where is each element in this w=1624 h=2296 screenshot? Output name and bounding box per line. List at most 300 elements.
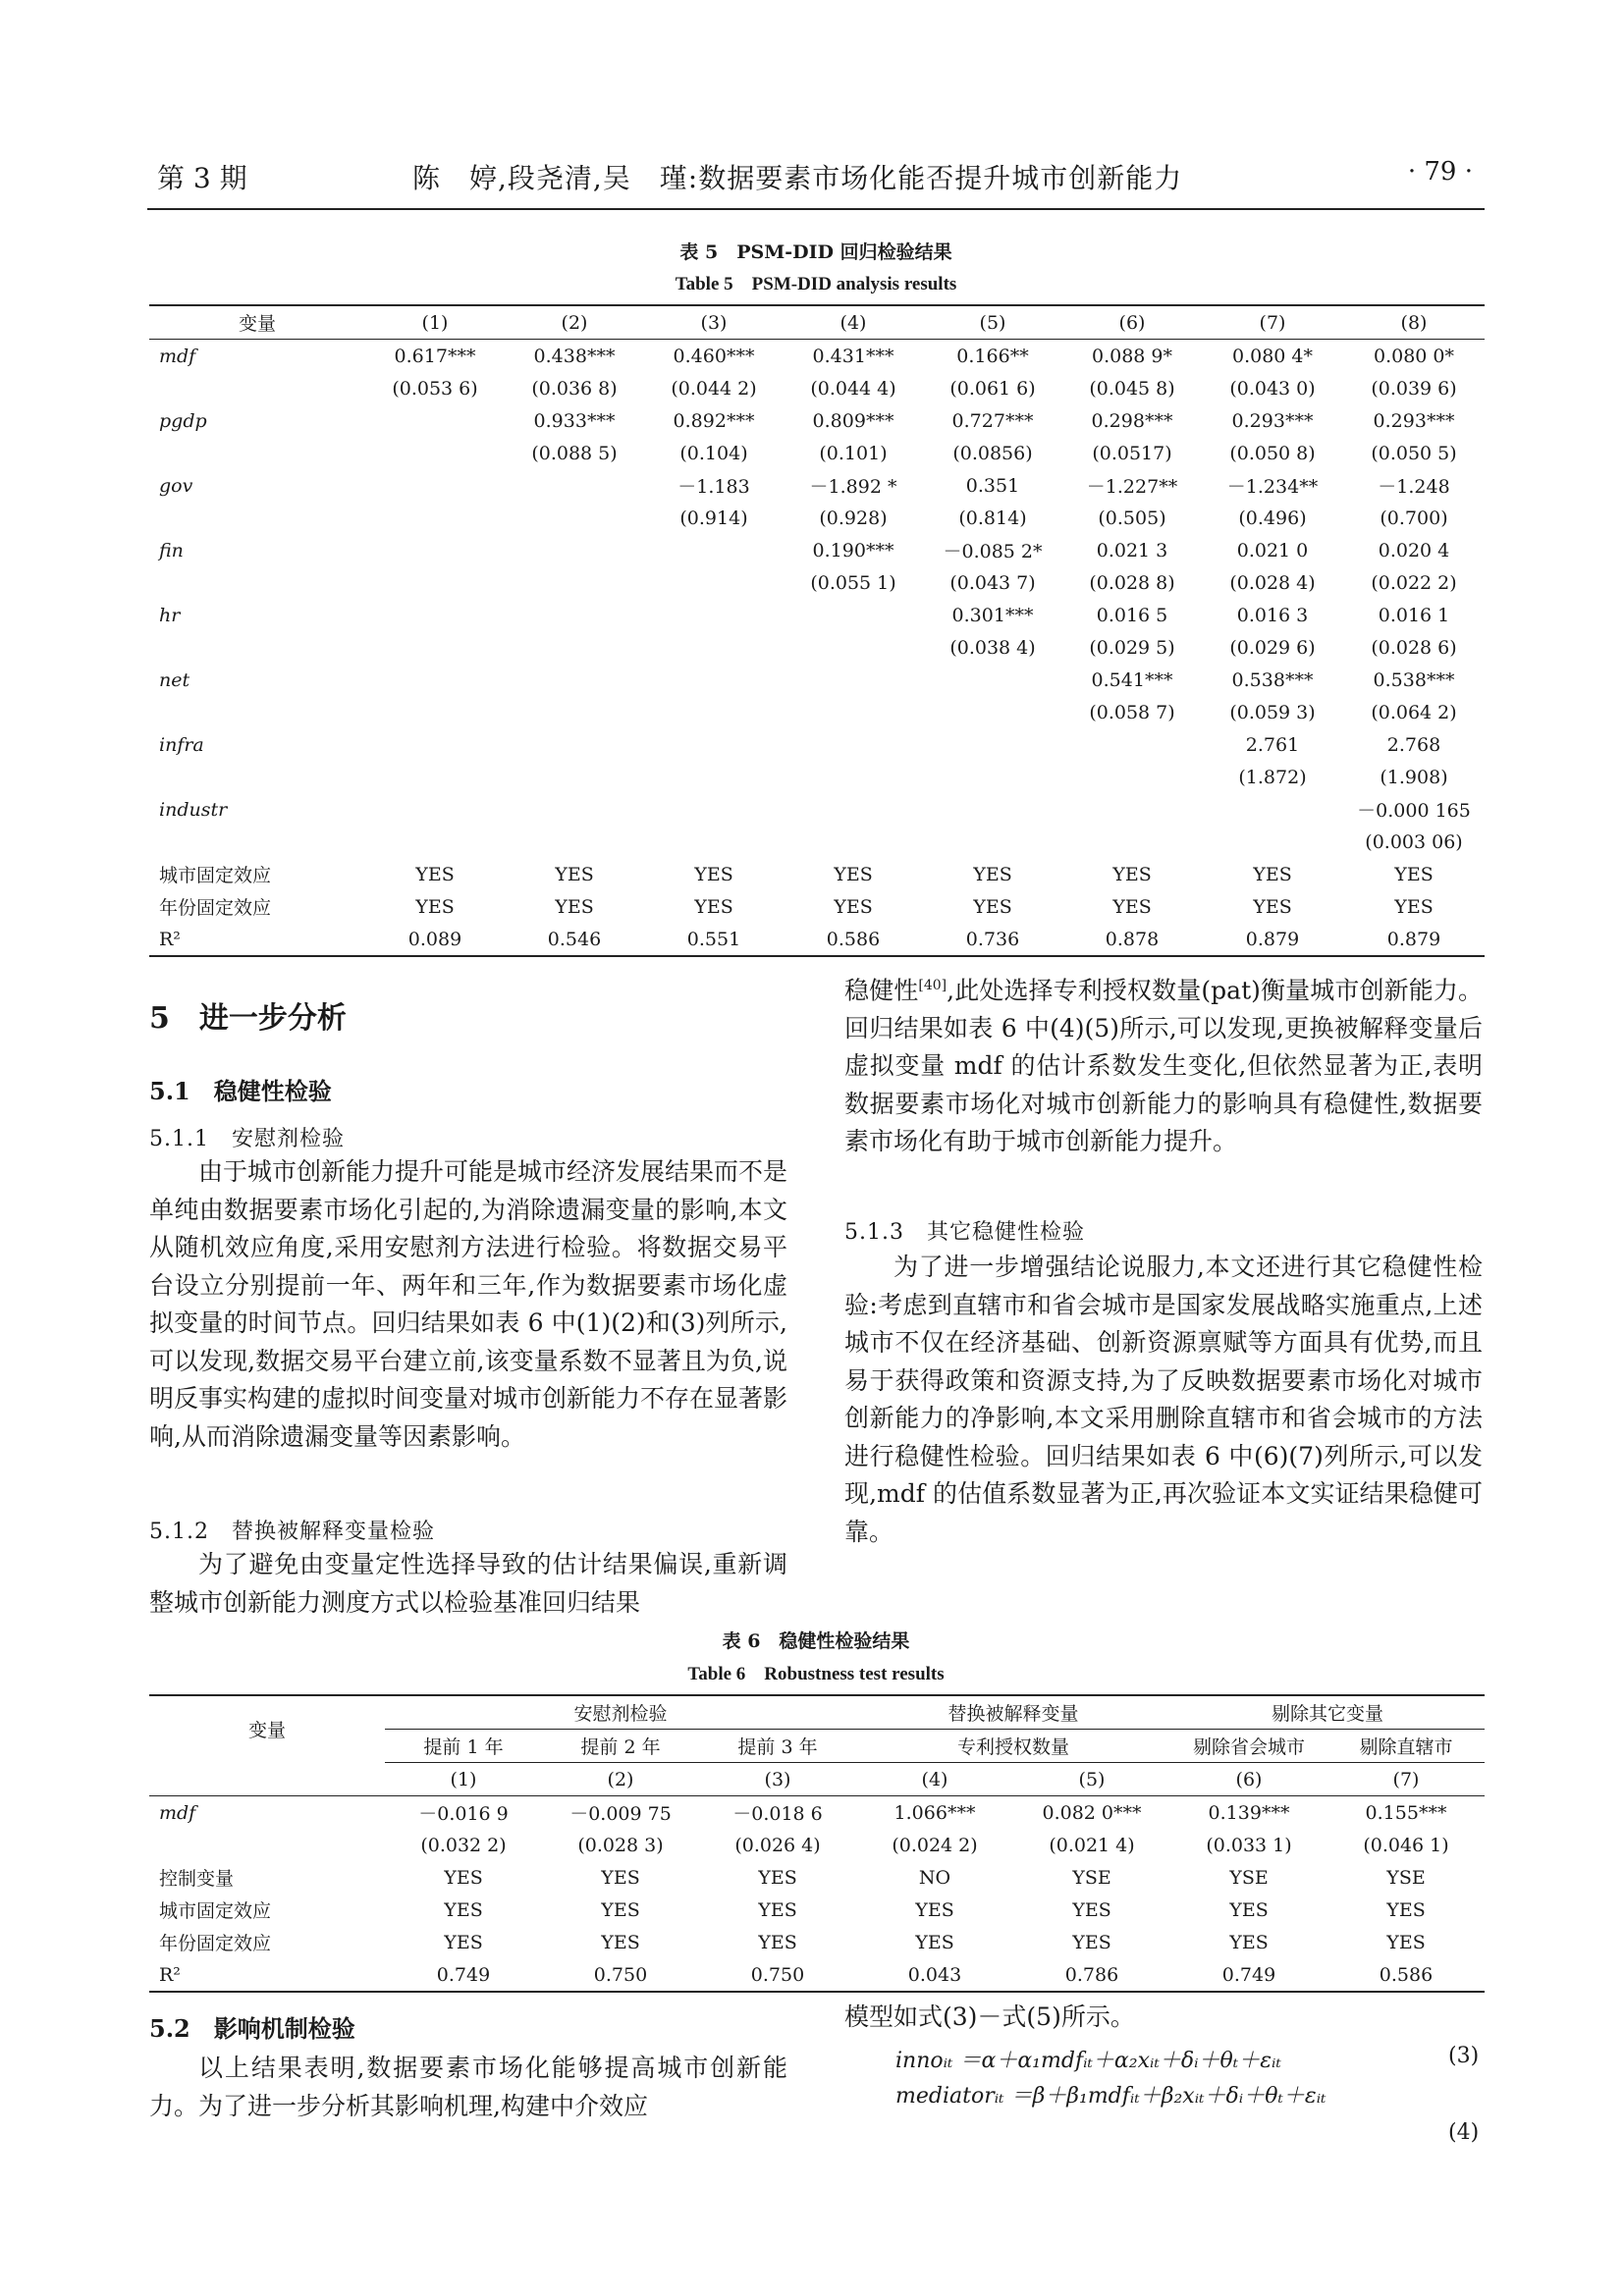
mechanism-continued: 模型如式(3)－式(5)所示。 (844, 2002, 1135, 2031)
table5-cell: 0.538*** (1373, 668, 1455, 691)
table5-cell (365, 761, 505, 793)
table6-cell: (0.046 1) (1363, 1834, 1449, 1856)
table5-cell: (0.101) (819, 442, 888, 464)
table5-row-label (149, 437, 365, 469)
table6-cell: YES (601, 1898, 640, 1921)
table5-cell: －0.000 165 (1357, 800, 1471, 822)
table5-cell: 0.351 (965, 474, 1020, 497)
table6-cell: －0.009 75 (569, 1803, 672, 1825)
table6-cell: 0.043 (856, 1958, 1013, 1992)
table6-cell: 0.786 (1013, 1958, 1170, 1992)
continued-text-b: ,此处选择专利授权数量(pat)衡量城市创新能力。回归结果如表 6 中(4)(5)所示,可以发现,更换被解释变量后虚拟变量 mdf 的估计系数发生变化,但依然显著为正,表明数据要素市场化对城市创新能力的影响具有稳健性,数据要素市场化有助于城市创新能力提升。 (844, 976, 1483, 1156)
continued-text-a: 稳健性 (844, 976, 919, 1005)
table5-cell: 0.809*** (812, 409, 894, 432)
table5-cell: YES (694, 895, 733, 918)
table5-row (149, 404, 1485, 437)
table5-cell (365, 631, 505, 664)
table5-cell (505, 826, 644, 858)
table5-cell: 0.016 3 (1236, 604, 1309, 626)
table6-cell: 0.155*** (1365, 1801, 1447, 1824)
table5-cell (644, 631, 784, 664)
table5-cell: 0.546 (505, 923, 644, 956)
table5-header-col: (5) (923, 305, 1062, 340)
table5-row (149, 858, 1485, 890)
table5-cell: (0.028 4) (1229, 571, 1316, 594)
table5-cell: (0.0856) (952, 442, 1033, 464)
table5-cell (505, 728, 644, 761)
table5-cell (644, 696, 784, 728)
table5-row-label (149, 826, 365, 858)
table6-cell: YES (1386, 1898, 1426, 1921)
table5-row (149, 826, 1485, 858)
table5-cell: (0.0517) (1092, 442, 1172, 464)
table6-cell: 0.586 (1327, 1958, 1485, 1992)
table5-cell: YES (834, 863, 873, 885)
table6-header-col: (2) (542, 1763, 699, 1796)
table5-cell: (0.036 8) (531, 377, 618, 400)
table5-cell (505, 534, 644, 566)
table5-cell: (1.908) (1380, 766, 1448, 788)
table5-cell: (0.029 5) (1089, 636, 1175, 659)
table5-cell: (0.505) (1098, 507, 1166, 529)
table5-row-label: infra (159, 733, 204, 756)
table6-caption-en: Table 6 Robustness test results (687, 1664, 945, 1684)
table5-cell: (0.050 5) (1371, 442, 1457, 464)
table6-cell: (0.024 2) (892, 1834, 978, 1856)
table5-cell (365, 534, 505, 566)
table5-cell: 0.020 4 (1378, 539, 1450, 561)
table6-cell: YES (444, 1866, 483, 1889)
table6-header-blank (149, 1763, 385, 1796)
table5-header-col: (7) (1202, 305, 1343, 340)
table5-cell: 2.761 (1245, 733, 1300, 756)
replace-var-continued (844, 967, 1483, 1161)
table5-cell: －1.248 (1378, 476, 1450, 498)
table5-cell: 0.879 (1202, 923, 1343, 956)
table5-cell (505, 502, 644, 534)
table5-header-col: (3) (644, 305, 784, 340)
table5-cell (1062, 761, 1202, 793)
table5-header-col: (1) (365, 305, 505, 340)
table5-cell: 0.878 (1062, 923, 1202, 956)
table5-cell: (0.044 2) (671, 377, 757, 400)
table5-cell: YES (555, 895, 594, 918)
table5-row-label: net (159, 668, 190, 691)
table5-row (149, 923, 1485, 956)
table6-row (149, 1829, 1485, 1861)
table6-cell: YSE (1229, 1866, 1269, 1889)
table6-row (149, 1796, 1485, 1830)
table5-row (149, 469, 1485, 502)
table5-cell: 0.089 (365, 923, 505, 956)
table6-group-header: 替换被解释变量 (856, 1695, 1170, 1730)
table6-header-col: (3) (699, 1763, 856, 1796)
table5-cell: 0.293*** (1373, 409, 1455, 432)
table5-cell: (0.028 8) (1089, 571, 1175, 594)
table6-subgroup-header: 专利授权数量 (856, 1730, 1170, 1763)
table5-cell (784, 793, 923, 826)
table5-cell: YES (1112, 895, 1152, 918)
table5-cell (505, 664, 644, 696)
table5-cell (784, 599, 923, 631)
table5-row (149, 631, 1485, 664)
table5-cell: 0.617*** (394, 345, 476, 367)
table5-cell: 0.301*** (951, 604, 1034, 626)
table6-row (149, 1958, 1485, 1992)
table5-cell: (0.028 6) (1371, 636, 1457, 659)
table5-cell (505, 696, 644, 728)
equation-4: mediatorᵢₜ ＝β＋β₁mdfᵢₜ＋β₂xᵢₜ＋δᵢ＋θₜ＋εᵢₜ (895, 2084, 1326, 2109)
table6 (149, 1694, 1485, 1993)
table5-cell: 0.879 (1343, 923, 1485, 956)
table5-cell: －1.183 (677, 476, 750, 498)
running-title: 陈 婷,段尧清,吴 瑾:数据要素市场化能否提升城市创新能力 (412, 162, 1183, 194)
table6-group-header: 剔除其它变量 (1170, 1695, 1485, 1730)
table5-row-label: hr (159, 604, 181, 626)
table6-cell: YES (915, 1931, 954, 1953)
table5-cell (644, 728, 784, 761)
table5-row-label (149, 372, 365, 404)
table5-cell: YES (1394, 895, 1434, 918)
running-header (157, 157, 1483, 196)
table6-row-label: 年份固定效应 (159, 1933, 272, 1954)
table5-cell: (0.043 0) (1229, 377, 1316, 400)
table6-cell: YSE (1386, 1866, 1426, 1889)
table5-row-label: mdf (159, 345, 196, 367)
table5-cell: (0.022 2) (1371, 571, 1457, 594)
table5-cell: (0.104) (679, 442, 748, 464)
table5-row-label (149, 566, 365, 599)
table5-cell: (0.914) (679, 507, 748, 529)
table5-cell: (0.700) (1380, 507, 1448, 529)
table5-cell: 2.768 (1386, 733, 1441, 756)
table6-cell: 0.139*** (1208, 1801, 1290, 1824)
table5 (149, 304, 1485, 957)
table5-cell: 0.892*** (673, 409, 755, 432)
table5-cell (505, 761, 644, 793)
table6-cell: YES (444, 1931, 483, 1953)
table6-cell: YES (1229, 1931, 1269, 1953)
table5-cell (923, 793, 1062, 826)
table5-cell: 0.460*** (673, 345, 755, 367)
table5-cell: (0.814) (958, 507, 1027, 529)
table5-cell (784, 826, 923, 858)
table5-cell: －1.892 * (809, 476, 897, 498)
table6-row-label: 城市固定效应 (159, 1900, 272, 1922)
table5-caption-zh: 表 5 PSM-DID 回归检验结果 (679, 241, 952, 263)
table5-cell (1202, 793, 1343, 826)
table5-row (149, 502, 1485, 534)
other-robustness-paragraph: 为了进一步增强结论说服力,本文还进行其它稳健性检验:考虑到直辖市和省会城市是国家发展战略实施重点,上述城市不仅在经济基础、创新资源禀赋等方面具有优势,而且易于获得政策和资源支持,为了反映数据要素市场化对城市创新能力的净影响,本文采用删除直辖市和省会城市的方法进行稳健性检验。回归结果如表 6 中(6)(7)列所示,可以发现,mdf 的估值系数显著为正,再次验证本文实证结果稳健可靠。 (844, 1253, 1483, 1546)
table6-header-col: (7) (1327, 1763, 1485, 1796)
table6-cell: 0.749 (385, 1958, 542, 1992)
table5-cell: 0.016 5 (1096, 604, 1168, 626)
table5-cell (365, 404, 505, 437)
table5-cell: (1.872) (1238, 766, 1307, 788)
table6-cell: (0.032 2) (420, 1834, 507, 1856)
table5-cell: YES (415, 895, 455, 918)
table6-row-label: mdf (159, 1801, 196, 1824)
replace-var-paragraph: 为了避免由变量定性选择导致的估计结果偏误,重新调整城市创新能力测度方式以检验基准回归结果 (149, 1550, 787, 1617)
section-5-2-title: 5.2 影响机制检验 (149, 2014, 355, 2043)
section-5-1-2-title: 5.1.2 替换被解释变量检验 (149, 1520, 435, 1544)
table6-cell: YES (444, 1898, 483, 1921)
table5-cell (365, 664, 505, 696)
table5-cell (365, 437, 505, 469)
table5-cell (644, 599, 784, 631)
table5-cell: 0.293*** (1231, 409, 1314, 432)
table5-cell (644, 793, 784, 826)
table5-cell (365, 728, 505, 761)
table6-header-col: (1) (385, 1763, 542, 1796)
table5-cell (365, 502, 505, 534)
table5-row-label: 城市固定效应 (159, 865, 272, 886)
table5-cell: 0.298*** (1091, 409, 1173, 432)
header-rule (147, 208, 1485, 210)
table6-header-variable: 变量 (149, 1695, 385, 1763)
table5-cell: YES (694, 863, 733, 885)
table5-cell (365, 826, 505, 858)
table5-cell: (0.088 5) (531, 442, 618, 464)
table6-cell: 1.066*** (893, 1801, 976, 1824)
table5-cell: (0.003 06) (1365, 830, 1463, 853)
table5-cell: YES (1253, 895, 1292, 918)
table5-cell: 0.727*** (951, 409, 1034, 432)
table5-row (149, 437, 1485, 469)
table5-header-variable: 变量 (149, 305, 365, 340)
table5-cell (644, 534, 784, 566)
table5-cell (923, 664, 1062, 696)
table6-cell: 0.750 (699, 1958, 856, 1992)
table5-cell (505, 566, 644, 599)
table5-row-label (149, 761, 365, 793)
table5-header-col: (2) (505, 305, 644, 340)
section-5-title: 5 进一步分析 (149, 1001, 347, 1036)
table5-cell: 0.021 0 (1236, 539, 1309, 561)
table5-cell: (0.064 2) (1371, 701, 1457, 723)
table6-cell: (0.026 4) (734, 1834, 821, 1856)
table5-cell (1062, 793, 1202, 826)
table6-cell: YES (915, 1898, 954, 1921)
table5-cell: 0.736 (923, 923, 1062, 956)
table5-cell: (0.496) (1238, 507, 1307, 529)
table5-cell (1062, 826, 1202, 858)
table5-row-label (149, 631, 365, 664)
table5-cell: 0.088 9* (1091, 345, 1173, 367)
table5-cell: YES (1394, 863, 1434, 885)
table5-cell: YES (415, 863, 455, 885)
table5-cell (784, 696, 923, 728)
table5-cell: YES (1253, 863, 1292, 885)
equation-3: innoᵢₜ ＝α＋α₁mdfᵢₜ＋α₂xᵢₜ＋δᵢ＋θₜ＋εᵢₜ (895, 2049, 1281, 2073)
table5-cell: 0.016 1 (1378, 604, 1450, 626)
table5-cell: (0.928) (819, 507, 888, 529)
table5-cell (1062, 728, 1202, 761)
table6-cell: (0.021 4) (1049, 1834, 1135, 1856)
table6-cell: YES (1229, 1898, 1269, 1921)
table5-cell (923, 826, 1062, 858)
table5-cell: －1.227** (1086, 476, 1178, 498)
table6-row-label: 控制变量 (159, 1868, 235, 1890)
table5-cell (505, 469, 644, 502)
issue-number: 第 3 期 (157, 162, 247, 194)
table5-cell (923, 728, 1062, 761)
table6-cell: NO (918, 1866, 951, 1889)
table5-cell (505, 793, 644, 826)
table5-cell: (0.038 4) (949, 636, 1036, 659)
table5-cell: 0.438*** (533, 345, 616, 367)
table6-row (149, 1861, 1485, 1894)
table5-cell: 0.586 (784, 923, 923, 956)
table6-cell: －0.016 9 (418, 1803, 509, 1825)
table6-subgroup-header: 剔除直辖市 (1327, 1730, 1485, 1763)
section-5-1-title: 5.1 稳健性检验 (149, 1077, 332, 1105)
table5-cell (365, 793, 505, 826)
table5-cell: 0.166** (956, 345, 1029, 367)
table6-row-label: R² (149, 1958, 385, 1992)
table5-cell: 0.551 (644, 923, 784, 956)
table5-cell: (0.044 4) (810, 377, 896, 400)
page-number: · 79 · (1407, 157, 1473, 187)
table6-cell: (0.033 1) (1206, 1834, 1292, 1856)
table5-cell (365, 566, 505, 599)
table5-cell (644, 826, 784, 858)
table6-cell: (0.028 3) (577, 1834, 664, 1856)
table5-cell (923, 761, 1062, 793)
table5-cell (784, 664, 923, 696)
table5-row (149, 761, 1485, 793)
table5-cell: (0.058 7) (1089, 701, 1175, 723)
table5-cell: 0.431*** (812, 345, 894, 367)
table5-cell (644, 664, 784, 696)
table6-row-label (149, 1829, 385, 1861)
table5-row-label (149, 502, 365, 534)
table5-cell (505, 599, 644, 631)
table5-row (149, 793, 1485, 826)
table5-cell: 0.541*** (1091, 668, 1173, 691)
table5-cell (365, 469, 505, 502)
equation-3-number: (3) (1448, 2044, 1480, 2068)
table5-cell: YES (973, 895, 1012, 918)
table5-cell: (0.053 6) (392, 377, 478, 400)
table5-row-label: 年份固定效应 (159, 897, 272, 919)
table6-caption-zh: 表 6 稳健性检验结果 (722, 1630, 910, 1652)
table5-cell (644, 566, 784, 599)
table5-row (149, 566, 1485, 599)
table5-row (149, 340, 1485, 373)
table5-cell (784, 761, 923, 793)
table6-row (149, 1894, 1485, 1926)
table6-header-col: (4) (856, 1763, 1013, 1796)
table5-caption-en: Table 5 PSM-DID analysis results (675, 274, 957, 294)
table5-cell: 0.538*** (1231, 668, 1314, 691)
table5-cell (644, 761, 784, 793)
section-5-1-1-title: 5.1.1 安慰剂检验 (149, 1127, 345, 1151)
table5-row (149, 534, 1485, 566)
table5-cell: －0.085 2* (943, 541, 1043, 562)
table6-cell: 0.750 (542, 1958, 699, 1992)
table5-header-col: (6) (1062, 305, 1202, 340)
table6-subgroup-header: 提前 1 年 (385, 1730, 542, 1763)
table5-row (149, 696, 1485, 728)
table5-row (149, 890, 1485, 923)
table5-row (149, 599, 1485, 631)
table6-subgroup-header: 剔除省会城市 (1170, 1730, 1327, 1763)
table5-cell: 0.080 0* (1373, 345, 1455, 367)
table6-header-col: (5) (1013, 1763, 1170, 1796)
table5-header-col: (8) (1343, 305, 1485, 340)
table5-cell (784, 728, 923, 761)
table5-cell: (0.045 8) (1089, 377, 1175, 400)
citation-ref: [40] (918, 978, 947, 993)
table5-cell (923, 696, 1062, 728)
table6-cell: 0.082 0*** (1042, 1801, 1142, 1824)
placebo-paragraph: 由于城市创新能力提升可能是城市经济发展结果而不是单纯由数据要素市场化引起的,为消除遗漏变量的影响,本文从随机效应角度,采用安慰剂方法进行检验。将数据交易平台设立分别提前一年、两年和三年,作为数据要素市场化虚拟变量的时间节点。回归结果如表 6 中(1)(2)和(3)列所示,可以发现,数据交易平台建立前,该变量系数不显著且为负,说明反事实构建的虚拟时间变量对城市创新能力不存在显著影响,从而消除遗漏变量等因素影响。 (149, 1157, 788, 1451)
table5-cell: (0.059 3) (1229, 701, 1316, 723)
table5-cell: 0.933*** (533, 409, 616, 432)
table6-cell: YES (601, 1931, 640, 1953)
table5-cell: (0.055 1) (810, 571, 896, 594)
table5-cell: 0.080 4* (1231, 345, 1314, 367)
table5-row (149, 728, 1485, 761)
table5-cell: 0.190*** (812, 539, 894, 561)
table5-cell: (0.039 6) (1371, 377, 1457, 400)
table5-row-label (149, 696, 365, 728)
table5-cell: －1.234** (1226, 476, 1319, 498)
table5-row-label: fin (159, 539, 184, 561)
table6-subgroup-header: 提前 3 年 (699, 1730, 856, 1763)
table5-cell: (0.061 6) (949, 377, 1036, 400)
table5-header-col: (4) (784, 305, 923, 340)
table5-cell: YES (555, 863, 594, 885)
table5-cell: (0.043 7) (949, 571, 1036, 594)
table5-cell (1202, 826, 1343, 858)
table6-header-col: (6) (1170, 1763, 1327, 1796)
table6-cell: －0.018 6 (732, 1803, 823, 1825)
table5-cell: YES (1112, 863, 1152, 885)
table6-cell: YES (1386, 1931, 1426, 1953)
table6-group-header: 安慰剂检验 (385, 1695, 856, 1730)
table6-cell: YES (758, 1931, 797, 1953)
table6-cell: YSE (1072, 1866, 1111, 1889)
table5-row (149, 372, 1485, 404)
table6-cell: YES (601, 1866, 640, 1889)
table6-cell: 0.749 (1170, 1958, 1327, 1992)
table5-cell: (0.050 8) (1229, 442, 1316, 464)
table5-cell (365, 599, 505, 631)
table5-cell: 0.021 3 (1096, 539, 1168, 561)
mechanism-paragraph: 以上结果表明,数据要素市场化能够提高城市创新能力。为了进一步分析其影响机理,构建中介效应 (149, 2054, 787, 2120)
table6-cell: YES (758, 1866, 797, 1889)
table6-cell: YES (758, 1898, 797, 1921)
table6-cell: YES (1072, 1931, 1111, 1953)
table6-row (149, 1926, 1485, 1958)
table6-subgroup-header: 提前 2 年 (542, 1730, 699, 1763)
table5-row (149, 664, 1485, 696)
table5-cell (505, 631, 644, 664)
equation-4-number: (4) (1448, 2120, 1480, 2145)
table6-cell: YES (1072, 1898, 1111, 1921)
table5-cell: YES (834, 895, 873, 918)
section-5-1-3-title: 5.1.3 其它稳健性检验 (844, 1220, 1085, 1245)
table5-row-label: gov (159, 474, 193, 497)
table5-cell: (0.029 6) (1229, 636, 1316, 659)
table5-cell: YES (973, 863, 1012, 885)
table5-row-label: industr (159, 798, 228, 821)
table5-cell (365, 696, 505, 728)
table5-row-label: R² (149, 923, 365, 956)
table5-row-label: pgdp (159, 409, 207, 432)
